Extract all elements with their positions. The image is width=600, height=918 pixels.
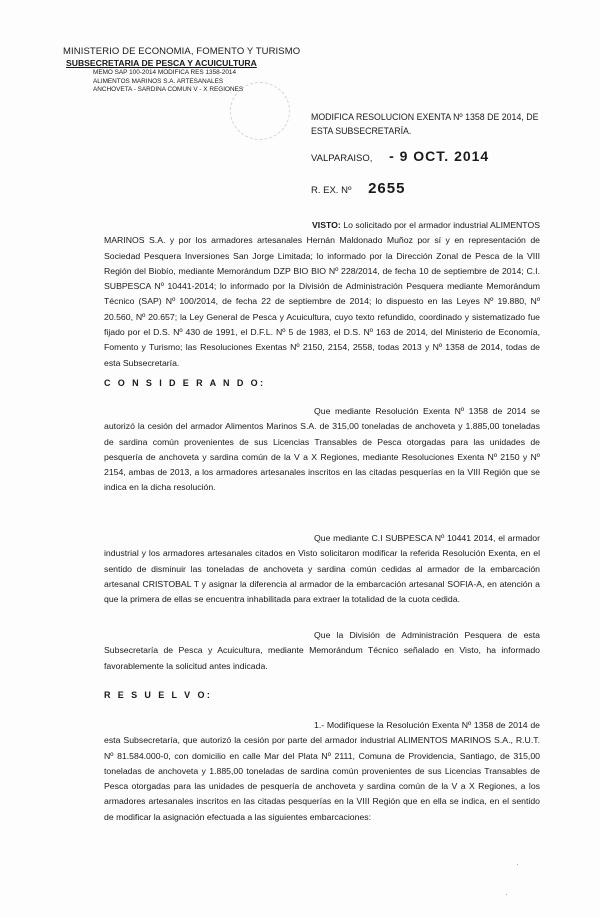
considerando-paragraph-2: Que mediante C.I SUBPESCA Nº 10441 2014, el armador industrial y los armadores artesanales citados en Visto solicitaron modificar la referida Resolución Exenta, en el sentido de disminuir las toneladas de anchoveta y sardina común cedidas al armador de la embarcación artesanal CRISTOBAL T y asignar la diferencia al armador de la embarcación artesanal SOFIA-A, en atención a que la primera de ellas se encuentra inhabilitada para extraer la totalidad de la cuota cedida. [104,533,540,605]
resolution-reference: MODIFICA RESOLUCION EXENTA Nº 1358 DE 2014, DE ESTA SUBSECRETARÍA. [311,112,539,136]
ministry-name: MINISTERIO DE ECONOMIA, FOMENTO Y TURISMO [63,46,301,57]
letterhead [63,46,303,95]
visto-label: VISTO: [312,220,341,230]
memo-line: MEMO SAP 100-2014 MODIFICA RES 1358-2014 [93,69,237,76]
scan-speck: · [505,890,508,899]
place-label: VALPARAISO, [311,153,373,164]
visto-paragraph [104,218,540,371]
resolution-number-line [311,180,405,197]
visto-text: Lo solicitado por el armador industrial ALIMENTOS MARINOS S.A. y por los armadores artesanales Hernán Maldonado Muñoz por sí y en representación de Sociedad Pesquera Inversiones San Jorge Limitada; lo informado por la Dirección Zonal de Pesca de la VIII Región del Biobío, mediante Memorándum DZP BIO BIO Nº 228/2014, de fecha 10 de septiembre de 2014; C.I. SUBPESCA Nº 10441-2014; lo informado por la División de Administración Pesquera mediante Memorándum Técnico (SAP) Nº 100/2014, de fecha 22 de septiembre de 2014; lo dispuesto en las Leyes Nº 19.880, Nº 20.560, Nº 20.657; la Ley General de Pesca y Acuicultura, cuyo texto refundido, coordinado y sistematizado fue fijado por el D.S. Nº 430 de 1991, el D.F.L. Nº 5 de 1983, el D.S. Nº 163 de 2014, del Ministerio de Economía, Fomento y Turismo; las Resoluciones Exentas Nº 2150, 2154, 2558, todas 2013 y Nº 1358 de 2014, todas de esta Subsecretaría. [104,220,540,368]
subsecretaria-name: SUBSECRETARIA DE PESCA Y ACUICULTURA [66,58,257,68]
place-date-line [311,148,489,164]
scan-speck: · [516,860,519,869]
resuelvo-heading: R E S U E L V O: [104,690,213,700]
considerando-paragraph-1: Que mediante Resolución Exenta Nº 1358 de 2014 se autorizó la cesión del armador Alimentos Marinos S.A. de 315,00 toneladas de anchoveta y 1.885,00 toneladas de sardina común provenientes de sus Licencias Transables de Pesca otorgadas para las unidades de pesquería de anchoveta y sardina común de la V a X Regiones, mediante Resoluciones Exenta Nº 2150 y Nº 2154, ambas de 2013, a los armadores artesanales inscritos en las citadas pesquerías en la VIII Región que se indica en la dicha resolución. [104,406,540,493]
memo-line: ALIMENTOS MARINOS S.A. ARTESANALES [93,77,224,85]
rex-number: 2655 [368,180,406,197]
rex-label: R. EX. Nº [311,185,352,196]
stamped-date: - 9 OCT. 2014 [389,148,490,164]
resuelvo-paragraph-1: 1.- Modifíquese la Resolución Exenta Nº 1358 de 2014 de esta Subsecretaría, que autorizó la cesión por parte del armador industrial ALIMENTOS MARINOS S.A., R.U.T. Nº 81.584.000-0, con domicilio en calle Mar del Plata Nº 2111, Comuna de Providencia, Santiago, de 315,00 toneladas de anchoveta y 1.885,00 toneladas de sardina común provenientes de sus Licencias Transables de Pesca otorgadas para las unidades de pesquería de anchoveta y sardina común de la V a X Regiones, a los armadores artesanales inscritos en las citadas pesquerías en la VIII Región que en ella se indica, en el sentido de modificar la asignación efectuada a las siguientes embarcaciones: [104,720,540,822]
considerando-heading: C O N S I D E R A N D O: [104,378,266,388]
considerando-paragraph-3: Que la División de Administración Pesquera de esta Subsecretaría de Pesca y Acuicultura, mediante Memorándum Técnico señalado en Visto, ha informado favorablemente la solicitud antes indicada. [104,630,540,671]
memo-line: ANCHOVETA - SARDINA COMUN V - X REGIONES [93,86,244,94]
